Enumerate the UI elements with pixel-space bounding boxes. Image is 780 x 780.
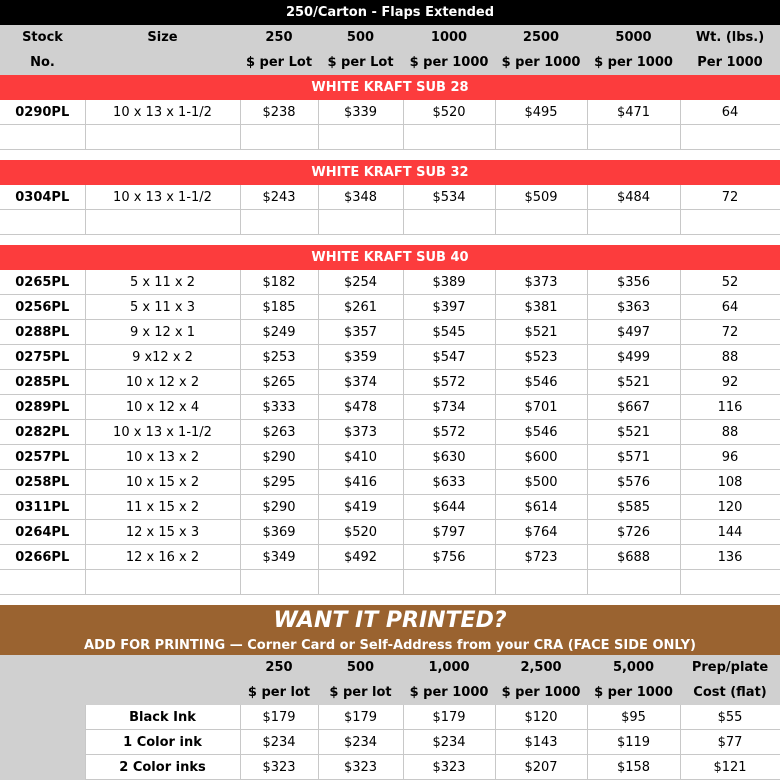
weight-cell: 72 — [680, 185, 780, 210]
spacer-cell — [0, 150, 780, 161]
weight-cell: 52 — [680, 270, 780, 295]
table-row — [0, 520, 780, 545]
header-empty-cell — [0, 680, 85, 705]
printing-header-price-2500: $ per 1000 — [495, 680, 587, 705]
price-5000-cell: $363 — [587, 295, 680, 320]
price-2500-cell: $523 — [495, 345, 587, 370]
price-2500-cell: $509 — [495, 185, 587, 210]
table-row — [0, 445, 780, 470]
price-1000-cell: $633 — [403, 470, 495, 495]
size-cell: 9 x 12 x 1 — [85, 320, 240, 345]
price-1000-cell: $234 — [403, 730, 495, 755]
weight-cell: 88 — [680, 420, 780, 445]
printing-header-price-500: 500 — [318, 655, 403, 680]
stock-no-cell: 0304PL — [0, 185, 85, 210]
price-5000-cell: $471 — [587, 100, 680, 125]
price-2500-cell: $500 — [495, 470, 587, 495]
printing-header-row — [0, 680, 780, 705]
price-250-cell: $234 — [240, 730, 318, 755]
price-2500-cell: $120 — [495, 705, 587, 730]
price-1000-cell: $572 — [403, 370, 495, 395]
price-500-cell: $234 — [318, 730, 403, 755]
blank-row — [0, 125, 780, 150]
price-2500-cell: $207 — [495, 755, 587, 780]
printing-header-price-500: $ per lot — [318, 680, 403, 705]
size-cell: 10 x 12 x 2 — [85, 370, 240, 395]
price-2500-cell: $546 — [495, 370, 587, 395]
blank-cell — [403, 125, 495, 150]
price-500-cell: $179 — [318, 705, 403, 730]
column-header-price-1000: $ per 1000 — [403, 50, 495, 75]
blank-cell — [587, 125, 680, 150]
blank-cell — [85, 125, 240, 150]
column-header-price-5000: 5000 — [587, 25, 680, 50]
price-5000-cell: $158 — [587, 755, 680, 780]
size-cell: 5 x 11 x 3 — [85, 295, 240, 320]
stock-no-cell: 0256PL — [0, 295, 85, 320]
price-5000-cell: $571 — [587, 445, 680, 470]
price-2500-cell: $614 — [495, 495, 587, 520]
section-spacer — [0, 235, 780, 246]
weight-cell: 144 — [680, 520, 780, 545]
prep-plate-cell: $121 — [680, 755, 780, 780]
stock-no-cell: 0289PL — [0, 395, 85, 420]
blank-cell — [495, 210, 587, 235]
weight-cell: 64 — [680, 100, 780, 125]
table-row — [0, 545, 780, 570]
ink-type-cell: Black Ink — [85, 705, 240, 730]
gray-cell — [0, 705, 85, 730]
blank-row — [0, 210, 780, 235]
price-1000-cell: $179 — [403, 705, 495, 730]
printing-row — [0, 705, 780, 730]
spacer-cell — [0, 595, 780, 606]
blank-cell — [495, 570, 587, 595]
column-header-price-500: 500 — [318, 25, 403, 50]
printing-header-price-250: 250 — [240, 655, 318, 680]
printing-header-price-250: $ per lot — [240, 680, 318, 705]
printing-table — [0, 605, 780, 780]
section-title: WHITE KRAFT SUB 32 — [0, 160, 780, 185]
stock-no-cell: 0290PL — [0, 100, 85, 125]
size-cell: 9 x12 x 2 — [85, 345, 240, 370]
price-5000-cell: $521 — [587, 370, 680, 395]
blank-cell — [0, 570, 85, 595]
column-header-size — [85, 50, 240, 75]
size-cell: 10 x 13 x 1-1/2 — [85, 185, 240, 210]
price-500-cell: $261 — [318, 295, 403, 320]
column-header-price-250: 250 — [240, 25, 318, 50]
column-header-price-2500: 2500 — [495, 25, 587, 50]
blank-cell — [318, 125, 403, 150]
price-500-cell: $339 — [318, 100, 403, 125]
table-row — [0, 495, 780, 520]
price-1000-cell: $547 — [403, 345, 495, 370]
printing-row — [0, 730, 780, 755]
header-empty-cell — [0, 655, 85, 680]
table-row — [0, 295, 780, 320]
price-250-cell: $333 — [240, 395, 318, 420]
column-header-price-250: $ per Lot — [240, 50, 318, 75]
price-2500-cell: $764 — [495, 520, 587, 545]
column-header-stock-no: Stock — [0, 25, 85, 50]
size-cell: 5 x 11 x 2 — [85, 270, 240, 295]
price-250-cell: $290 — [240, 495, 318, 520]
price-2500-cell: $373 — [495, 270, 587, 295]
price-500-cell: $419 — [318, 495, 403, 520]
printing-row — [0, 755, 780, 780]
blank-cell — [587, 570, 680, 595]
stock-no-cell: 0275PL — [0, 345, 85, 370]
price-2500-cell: $723 — [495, 545, 587, 570]
price-1000-cell: $644 — [403, 495, 495, 520]
stock-no-cell: 0258PL — [0, 470, 85, 495]
printing-subtitle-row — [0, 635, 780, 655]
stock-no-cell: 0311PL — [0, 495, 85, 520]
price-250-cell: $369 — [240, 520, 318, 545]
price-5000-cell: $95 — [587, 705, 680, 730]
section-title: WHITE KRAFT SUB 28 — [0, 75, 780, 100]
blank-cell — [318, 570, 403, 595]
price-250-cell: $249 — [240, 320, 318, 345]
blank-cell — [680, 210, 780, 235]
table-row — [0, 370, 780, 395]
weight-cell: 120 — [680, 495, 780, 520]
table-row — [0, 345, 780, 370]
column-header-price-500: $ per Lot — [318, 50, 403, 75]
size-cell: 10 x 13 x 2 — [85, 445, 240, 470]
blank-cell — [680, 570, 780, 595]
price-250-cell: $265 — [240, 370, 318, 395]
printing-subtitle: ADD FOR PRINTING — Corner Card or Self-Address from your CRA (FACE SIDE ONLY) — [0, 635, 780, 655]
price-1000-cell: $734 — [403, 395, 495, 420]
printing-header-price-2500: 2,500 — [495, 655, 587, 680]
blank-cell — [240, 570, 318, 595]
price-5000-cell: $356 — [587, 270, 680, 295]
price-250-cell: $179 — [240, 705, 318, 730]
price-5000-cell: $484 — [587, 185, 680, 210]
size-cell: 11 x 15 x 2 — [85, 495, 240, 520]
size-cell: 10 x 15 x 2 — [85, 470, 240, 495]
table-title: 250/Carton - Flaps Extended — [0, 0, 780, 25]
size-cell: 10 x 12 x 4 — [85, 395, 240, 420]
price-5000-cell: $726 — [587, 520, 680, 545]
printing-title: WANT IT PRINTED? — [0, 605, 780, 635]
printing-header-price-1000: $ per 1000 — [403, 680, 495, 705]
section-header-row — [0, 245, 780, 270]
size-cell: 10 x 13 x 1-1/2 — [85, 100, 240, 125]
price-5000-cell: $119 — [587, 730, 680, 755]
price-250-cell: $182 — [240, 270, 318, 295]
printing-header-prep-plate: Cost (flat) — [680, 680, 780, 705]
printing-header-price-1000: 1,000 — [403, 655, 495, 680]
table-row — [0, 395, 780, 420]
price-2500-cell: $546 — [495, 420, 587, 445]
price-500-cell: $374 — [318, 370, 403, 395]
price-500-cell: $416 — [318, 470, 403, 495]
gray-cell — [0, 730, 85, 755]
price-5000-cell: $576 — [587, 470, 680, 495]
printing-header-ink-type — [85, 655, 240, 680]
section-spacer — [0, 595, 780, 606]
blank-cell — [403, 570, 495, 595]
price-1000-cell: $520 — [403, 100, 495, 125]
table-title-row — [0, 0, 780, 25]
price-250-cell: $238 — [240, 100, 318, 125]
price-2500-cell: $495 — [495, 100, 587, 125]
weight-cell: 64 — [680, 295, 780, 320]
table-row — [0, 320, 780, 345]
price-5000-cell: $497 — [587, 320, 680, 345]
table-row — [0, 185, 780, 210]
stock-no-cell: 0265PL — [0, 270, 85, 295]
table-row — [0, 470, 780, 495]
blank-cell — [0, 125, 85, 150]
price-2500-cell: $143 — [495, 730, 587, 755]
column-header-size: Size — [85, 25, 240, 50]
price-5000-cell: $499 — [587, 345, 680, 370]
price-250-cell: $323 — [240, 755, 318, 780]
price-500-cell: $492 — [318, 545, 403, 570]
size-cell: 12 x 15 x 3 — [85, 520, 240, 545]
price-1000-cell: $534 — [403, 185, 495, 210]
price-500-cell: $254 — [318, 270, 403, 295]
price-500-cell: $348 — [318, 185, 403, 210]
blank-cell — [0, 210, 85, 235]
prep-plate-cell: $55 — [680, 705, 780, 730]
price-1000-cell: $389 — [403, 270, 495, 295]
price-500-cell: $520 — [318, 520, 403, 545]
table-row — [0, 270, 780, 295]
price-250-cell: $263 — [240, 420, 318, 445]
price-2500-cell: $600 — [495, 445, 587, 470]
price-5000-cell: $585 — [587, 495, 680, 520]
section-header-row — [0, 75, 780, 100]
column-header-weight: Wt. (lbs.) — [680, 25, 780, 50]
price-1000-cell: $572 — [403, 420, 495, 445]
price-250-cell: $243 — [240, 185, 318, 210]
gray-cell — [0, 755, 85, 780]
printing-header-ink-type — [85, 680, 240, 705]
stock-no-cell: 0282PL — [0, 420, 85, 445]
price-500-cell: $410 — [318, 445, 403, 470]
price-1000-cell: $545 — [403, 320, 495, 345]
price-1000-cell: $797 — [403, 520, 495, 545]
price-250-cell: $185 — [240, 295, 318, 320]
stock-no-cell: 0264PL — [0, 520, 85, 545]
weight-cell: 108 — [680, 470, 780, 495]
column-header-stock-no: No. — [0, 50, 85, 75]
blank-cell — [85, 210, 240, 235]
stock-no-cell: 0288PL — [0, 320, 85, 345]
spacer-cell — [0, 235, 780, 246]
weight-cell: 96 — [680, 445, 780, 470]
blank-cell — [403, 210, 495, 235]
stock-no-cell: 0257PL — [0, 445, 85, 470]
printing-header-row — [0, 655, 780, 680]
price-250-cell: $295 — [240, 470, 318, 495]
table-row — [0, 420, 780, 445]
price-2500-cell: $381 — [495, 295, 587, 320]
column-header-price-2500: $ per 1000 — [495, 50, 587, 75]
weight-cell: 136 — [680, 545, 780, 570]
size-cell: 12 x 16 x 2 — [85, 545, 240, 570]
table-row — [0, 100, 780, 125]
blank-cell — [240, 125, 318, 150]
column-header-row — [0, 50, 780, 75]
blank-cell — [680, 125, 780, 150]
blank-cell — [85, 570, 240, 595]
price-1000-cell: $397 — [403, 295, 495, 320]
stock-no-cell: 0266PL — [0, 545, 85, 570]
blank-row — [0, 570, 780, 595]
stock-no-cell: 0285PL — [0, 370, 85, 395]
blank-cell — [587, 210, 680, 235]
price-2500-cell: $701 — [495, 395, 587, 420]
price-250-cell: $349 — [240, 545, 318, 570]
size-cell: 10 x 13 x 1-1/2 — [85, 420, 240, 445]
blank-cell — [495, 125, 587, 150]
column-header-weight: Per 1000 — [680, 50, 780, 75]
price-500-cell: $373 — [318, 420, 403, 445]
price-5000-cell: $667 — [587, 395, 680, 420]
price-1000-cell: $756 — [403, 545, 495, 570]
price-500-cell: $478 — [318, 395, 403, 420]
section-spacer — [0, 150, 780, 161]
price-5000-cell: $688 — [587, 545, 680, 570]
printing-header-price-5000: $ per 1000 — [587, 680, 680, 705]
column-header-price-1000: 1000 — [403, 25, 495, 50]
section-title: WHITE KRAFT SUB 40 — [0, 245, 780, 270]
price-1000-cell: $323 — [403, 755, 495, 780]
weight-cell: 92 — [680, 370, 780, 395]
price-1000-cell: $630 — [403, 445, 495, 470]
price-250-cell: $253 — [240, 345, 318, 370]
weight-cell: 88 — [680, 345, 780, 370]
weight-cell: 116 — [680, 395, 780, 420]
ink-type-cell: 2 Color inks — [85, 755, 240, 780]
section-header-row — [0, 160, 780, 185]
price-2500-cell: $521 — [495, 320, 587, 345]
price-250-cell: $290 — [240, 445, 318, 470]
ink-type-cell: 1 Color ink — [85, 730, 240, 755]
printing-title-row — [0, 605, 780, 635]
price-500-cell: $357 — [318, 320, 403, 345]
printing-header-prep-plate: Prep/plate — [680, 655, 780, 680]
weight-cell: 72 — [680, 320, 780, 345]
blank-cell — [318, 210, 403, 235]
blank-cell — [240, 210, 318, 235]
price-500-cell: $359 — [318, 345, 403, 370]
column-header-price-5000: $ per 1000 — [587, 50, 680, 75]
column-header-row — [0, 25, 780, 50]
price-500-cell: $323 — [318, 755, 403, 780]
prep-plate-cell: $77 — [680, 730, 780, 755]
price-5000-cell: $521 — [587, 420, 680, 445]
printing-header-price-5000: 5,000 — [587, 655, 680, 680]
